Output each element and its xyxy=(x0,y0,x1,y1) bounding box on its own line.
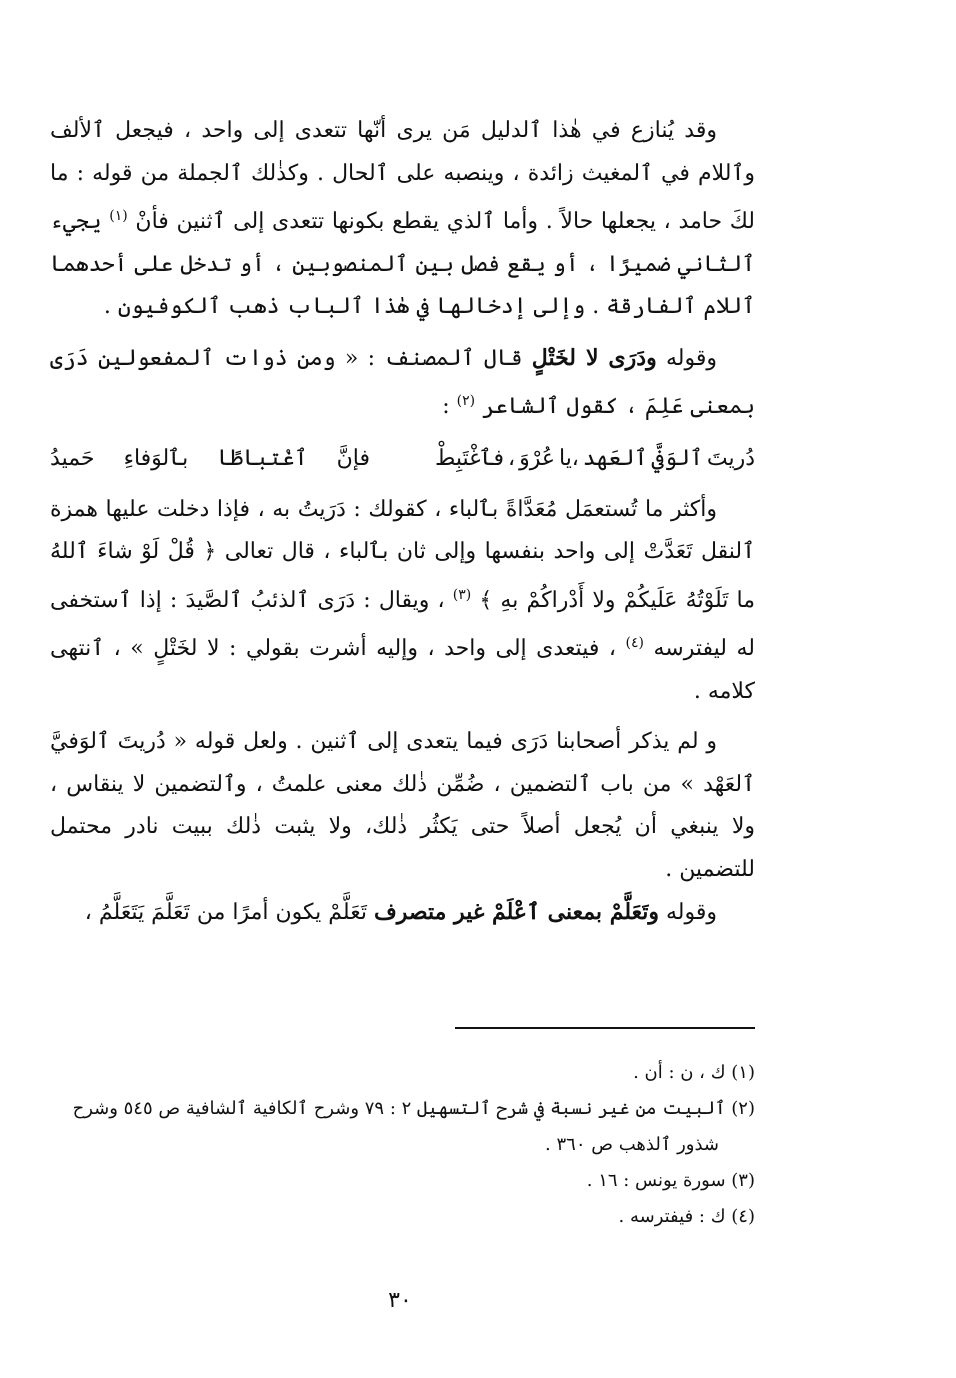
paragraph-3-mid: ، ويقال : دَرَى ٱلذئبُ ٱلصَّيدَ : إذا ٱستخفى له ليفترسه xyxy=(50,587,756,661)
verse-word: فإنَّ xyxy=(336,445,370,471)
paragraph-3 xyxy=(50,489,755,714)
footnote-1: (١) ك ، ن : أن . xyxy=(633,1062,755,1083)
verse-word: عُرْوَ xyxy=(519,445,556,471)
footnote-2 xyxy=(50,1091,755,1127)
footnote-ref-4: (٤) xyxy=(625,635,644,651)
verse-word: بٱلوَفاءِ xyxy=(123,445,189,471)
verse-second-hemistich xyxy=(50,437,370,481)
verse-first-hemistich xyxy=(435,437,755,481)
paragraph-1-lead: وقد يُنازع في هٰذا ٱلدليل مَن يرى أنّها تتعدى إلى واحد ، فيجعل ٱلألف وٱللام في ٱلمغيث زائدة ، وينصبه على ٱلحال . وكذٰلك ٱلجملة من قوله : ما لكَ حامد ، يجعلها حالاً . وأما ٱلذي يقطع بكونها تتعدى إلى ٱثنين فأنْ xyxy=(50,118,755,234)
footnote-3: (٣) سورة يونس : ١٦ . xyxy=(586,1170,755,1191)
paragraph-3-lead: وأكثر ما تُستعمَل مُعَدَّاةً بٱلباء ، كقولك : دَرَيتُ به ، فإذا دخلت عليها همزة ٱلنقل تَعَدَّتْ إلى واحد بنفسها وإلى ثان بٱلباء ، قال تعالى ﴿ قُلْ لَوْ شاءَ ٱللهُ ما تَلَوْتُهُ عَلَيكُمْ ولا أَدْراكُمْ بهِ ﴾ xyxy=(50,496,755,613)
footnote-2-line: (٢) ٱلبيت من غير نسبة في شرح ٱلتسهيل ٢ : ٧٩ وشرح ٱلكافية ٱلشافية ص ٥٤٥ وشرح xyxy=(72,1098,755,1119)
main-text xyxy=(50,110,755,935)
footnote-ref-2: (٢) xyxy=(456,393,476,409)
footnote-divider xyxy=(455,1027,755,1029)
paragraph-2-post: : xyxy=(442,394,450,419)
paragraph-2-keyword: ودَرَى لا لخَتْلٍ xyxy=(531,344,657,371)
page-number: ٣٠ xyxy=(388,1288,412,1313)
verse-word: فٱغْتَبِطْ xyxy=(435,445,505,471)
verse-word: ، xyxy=(508,445,516,471)
paragraph-2 xyxy=(50,337,755,429)
footnote-4: (٤) ك : فيفترسه . xyxy=(618,1206,755,1227)
footnotes xyxy=(50,1055,755,1235)
verse-word: ٱلوَفيَّ xyxy=(651,445,703,471)
paragraph-5-pre: وقوله xyxy=(665,900,717,925)
paragraph-2-mid: قال ٱلمصنف : « ومن ذوات ٱلمفعولين دَرَى بمعنى عَلِمَ ، كقول ٱلشاعر xyxy=(50,345,755,419)
footnote-2-cont: شذور ٱلذهب ص ٣٦٠ . xyxy=(545,1134,719,1155)
paragraph-5 xyxy=(50,891,755,935)
paragraph-2-pre: وقوله xyxy=(665,345,717,371)
verse-word: دُريتَ xyxy=(706,445,755,471)
poetry-verse xyxy=(50,437,755,481)
footnote-ref-1: (١) xyxy=(109,208,128,224)
footnote-2-continuation xyxy=(50,1127,755,1163)
paragraph-3-rest: ، فيتعدى إلى واحد ، وإليه أشرت بقولي : لا لخَتْلٍ » ، ٱنتهى كلامه . xyxy=(50,636,755,704)
paragraph-5-keyword: وتَعَلَّمْ بمعنى ٱعْلَمْ غير متصرف xyxy=(373,899,659,925)
paragraph-5-rest: تَعَلَّمْ يكون أمرًا من تَعَلَّمَ يَتَعَلَّمُ ، xyxy=(84,900,367,925)
verse-word: ٱلعَهد xyxy=(582,445,648,471)
paragraph-1 xyxy=(50,110,755,329)
footnote-ref-3: (٣) xyxy=(452,586,472,603)
verse-word: حَميدُ xyxy=(50,445,95,471)
verse-word: ٱغْتباطًا xyxy=(217,445,308,471)
paragraph-4: و لم يذكر أصحابنا دَرَى فيما يتعدى إلى ٱثنين . ولعل قوله « دُريتَ ٱلوَفيَّ ٱلعَهْد » من باب ٱلتضمين ، ضُمِّن ذٰلك معنى علمتُ ، وٱلتضمين لا ينقاس ، ولا ينبغي أن يُجعل أصلاً حتى يَكثُر ذٰلك، ولا يثبت ذٰلك ببيت نادر محتمل للتضمين . xyxy=(50,729,755,882)
verse-word: ،يا xyxy=(558,445,579,471)
paragraph-1-rest: يجيء ٱلثاني ضميرًا ، أو يقع فصل بين ٱلمنصوبين ، أو تدخل على أحدهما ٱللام ٱلفارقة . وإلى إدخالها في هٰذا ٱلباب ذهب ٱلكوفيون . xyxy=(50,209,755,319)
